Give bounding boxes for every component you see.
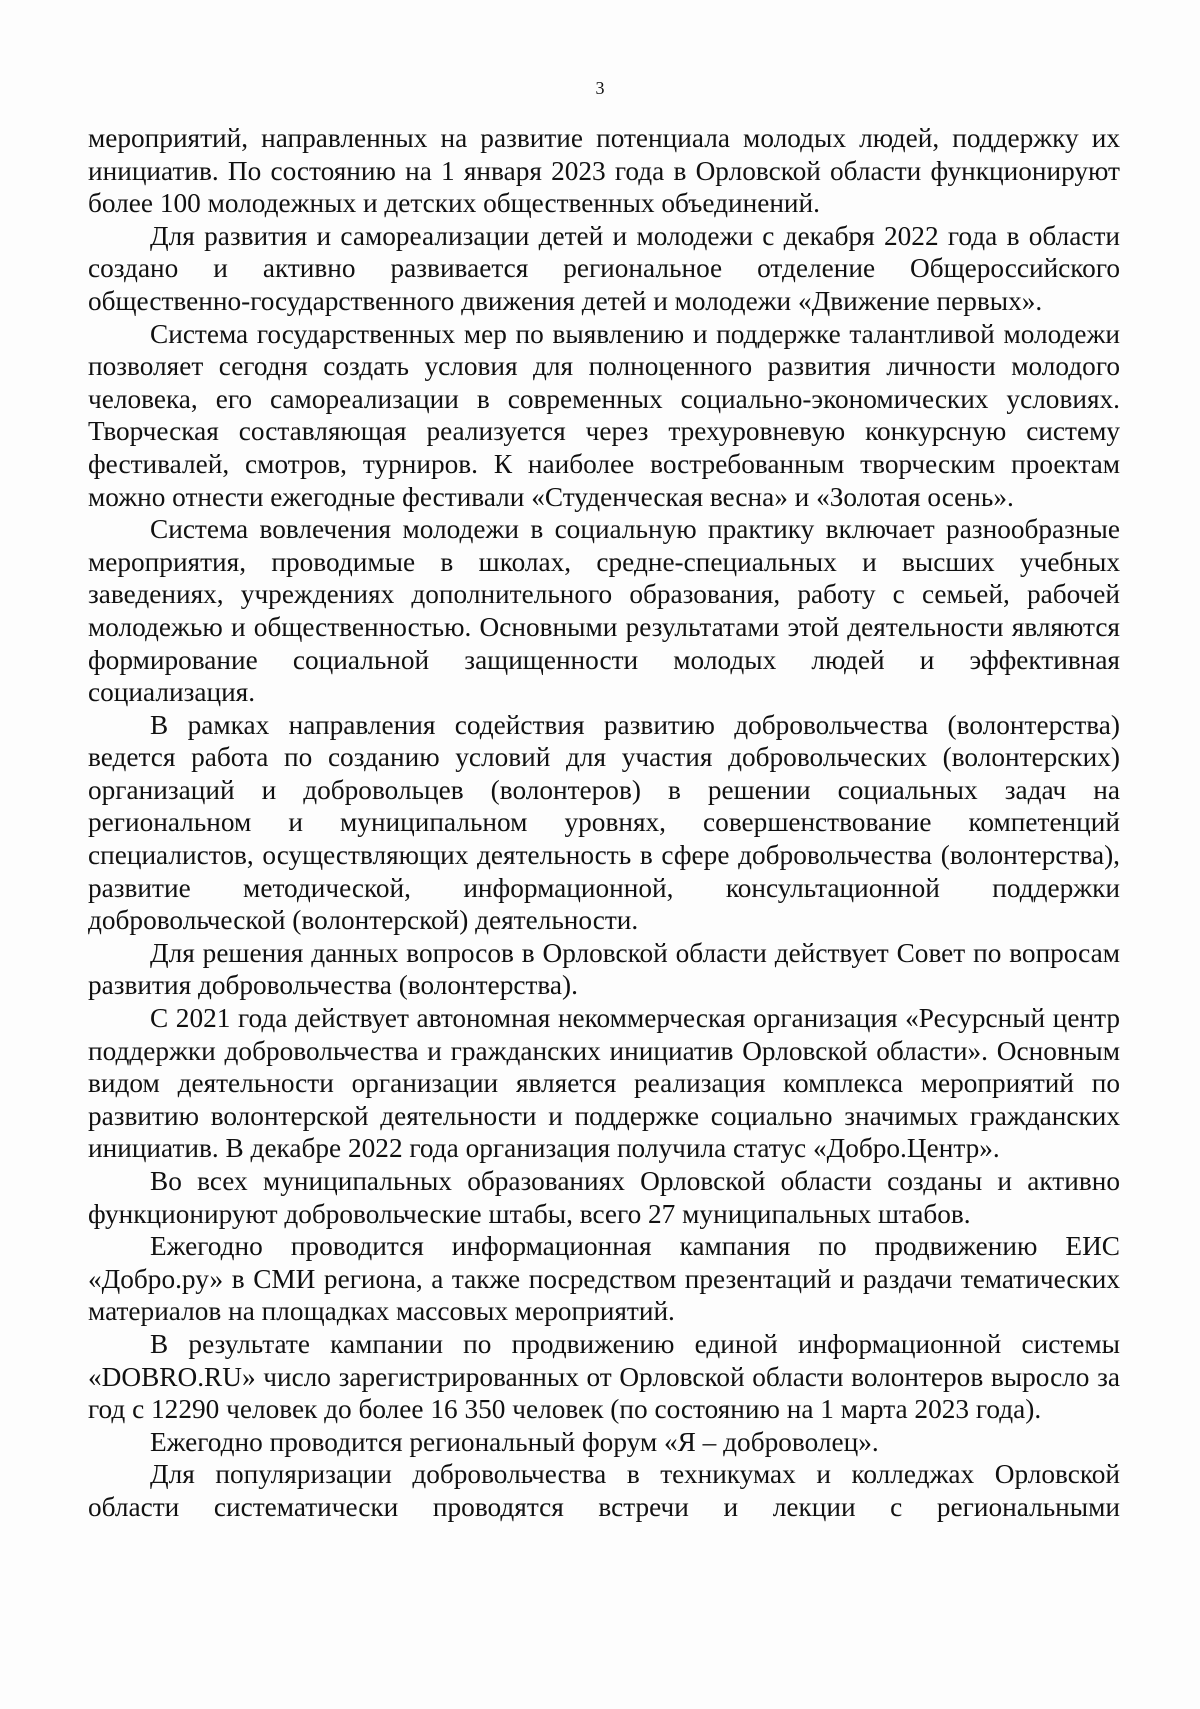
paragraph-12: Для популяризации добровольчества в техникумах и колледжах Орловской области систематически проводятся встречи и лекции с региональными (88, 1459, 1120, 1522)
paragraph-4: Система вовлечения молодежи в социальную практику включает разнообразные мероприятия, проводимые в школах, средне-специальных и высших учебных заведениях, учреждениях дополнительного образования, работу с семьей, рабочей молодежью и общественностью. Основными результатами этой деятельности являются формирование социальной защищенности молодых людей и эффективная социализация. (88, 514, 1120, 708)
paragraph-6: Для решения данных вопросов в Орловской области действует Совет по вопросам развития добровольчества (волонтерства). (88, 937, 1120, 1001)
paragraph-7: С 2021 года действует автономная некоммерческая организация «Ресурсный центр поддержки добровольчества и гражданских инициатив Орловской области». Основным видом деятельности организации является реализация комплекса мероприятий по развитию волонтерской деятельности и поддержке социально значимых гражданских инициатив. В декабре 2022 года организация получила статус «Добро.Центр». (88, 1003, 1120, 1164)
document-body (88, 122, 1120, 1524)
paragraph-8: Во всех муниципальных образованиях Орловской области созданы и активно функционируют добровольческие штабы, всего 27 муниципальных штабов. (88, 1166, 1120, 1229)
paragraph-11: Ежегодно проводится региональный форум «Я – доброволец». (150, 1426, 879, 1457)
paragraph-1: мероприятий, направленных на развитие потенциала молодых людей, поддержку их инициатив. По состоянию на 1 января 2023 года в Орловской области функционируют более 100 молодежных и детских общественных объединений. (88, 123, 1120, 219)
paragraph-9: Ежегодно проводится информационная кампания по продвижению ЕИС «Добро.ру» в СМИ региона, а также посредством презентаций и раздачи тематических материалов на площадках массовых мероприятий. (88, 1231, 1120, 1327)
paragraph-2: Для развития и самореализации детей и молодежи с декабря 2022 года в области создано и активно развивается региональное отделение Общероссийского общественно-государственного движения детей и молодежи «Движение первых». (88, 220, 1120, 316)
paragraph-3: Система государственных мер по выявлению и поддержке талантливой молодежи позволяет сегодня создать условия для полноценного развития личности молодого человека, его самореализации в современных социально-экономических условиях. Творческая составляющая реализуется через трехуровневую конкурсную систему фестивалей, смотров, турниров. К наиболее востребованным творческим проектам можно отнести ежегодные фестивали «Студенческая весна» и «Золотая осень». (88, 318, 1120, 512)
paragraph-5: В рамках направления содействия развитию добровольчества (волонтерства) ведется работа по созданию условий для участия добровольческих (волонтерских) организаций и добровольцев (волонтеров) в решении социальных задач на региональном и муниципальном уровнях, совершенствование компетенций специалистов, осуществляющих деятельность в сфере добровольчества (волонтерства), развитие методической, информационной, консультационной поддержки добровольческой (волонтерской) деятельности. (88, 709, 1120, 936)
page-number: 3 (595, 78, 605, 98)
paragraph-10: В результате кампании по продвижению единой информационной системы «DOBRO.RU» число зарегистрированных от Орловской области волонтеров выросло за год с 12290 человек до более 16 350 человек (по состоянию на 1 марта 2023 года). (88, 1328, 1120, 1425)
